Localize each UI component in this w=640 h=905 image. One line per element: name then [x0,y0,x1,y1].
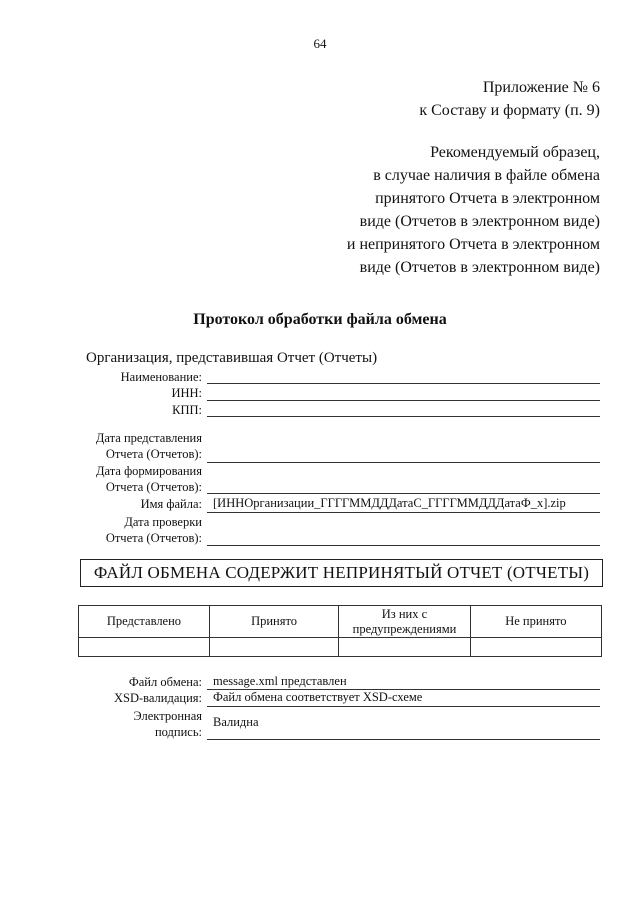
submission-date-label: Дата представления Отчета (Отчетов): [95,431,202,461]
signature-label: Электронная подпись: [133,709,202,739]
formation-date-underline [207,493,600,494]
cell-not-accepted [470,638,601,657]
status-banner: ФАЙЛ ОБМЕНА СОДЕРЖИТ НЕПРИНЯТЫЙ ОТЧЕТ (ОТЧЕТЫ) [80,559,603,587]
page-number: 64 [313,36,327,51]
signature-underline [207,739,600,740]
xsd-validation-label: XSD-валидация: [113,691,202,705]
file-name-value: [ИННОрганизации_ГГГГММДДДатаС_ГГГГММДДДатаФ_x].zip [213,496,566,510]
appendix-reference: к Составу и формату (п. 9) [419,102,600,119]
recommendation-line: виде (Отчетов в электронном виде) [359,259,600,276]
file-name-underline [207,512,600,513]
appendix-header [419,76,600,122]
name-label: Наименование: [120,370,202,384]
header-with-warnings: Из них с предупреждениями [339,606,470,638]
name-underline [207,383,600,384]
cell-accepted [209,638,338,657]
exchange-file-value: message.xml представлен [213,674,347,688]
xsd-validation-underline [207,706,600,707]
check-date-underline [207,545,600,546]
document-title: Протокол обработки файла обмена [193,311,447,328]
signature-value: Валидна [213,715,259,729]
exchange-file-label: Файл обмена: [128,675,202,689]
formation-date-label: Дата формирования Отчета (Отчетов): [96,464,202,494]
table-row [79,638,602,657]
header-not-accepted: Не принято [470,606,601,638]
recommendation-note [347,141,600,279]
inn-label: ИНН: [171,386,202,400]
kpp-underline [207,416,600,417]
recommendation-line: Рекомендуемый образец, [430,144,600,161]
processing-stats-table [78,605,602,657]
kpp-label: КПП: [172,403,202,417]
check-date-label: Дата проверки Отчета (Отчетов): [105,515,202,545]
organization-heading: Организация, представившая Отчет (Отчеты) [86,350,378,366]
recommendation-line: принятого Отчета в электронном [375,190,600,207]
recommendation-line: виде (Отчетов в электронном виде) [359,213,600,230]
cell-with-warnings [339,638,470,657]
file-name-label: Имя файла: [140,497,202,511]
cell-submitted [79,638,210,657]
recommendation-line: и непринятого Отчета в электронном [346,236,600,253]
xsd-validation-value: Файл обмена соответствует XSD-схеме [213,690,423,704]
submission-date-underline [207,462,600,463]
inn-underline [207,400,600,401]
header-submitted: Представлено [79,606,210,638]
appendix-number: Приложение № 6 [482,79,600,96]
header-accepted: Принято [209,606,338,638]
table-header-row [79,606,602,638]
recommendation-line: в случае наличия в файле обмена [373,167,600,184]
